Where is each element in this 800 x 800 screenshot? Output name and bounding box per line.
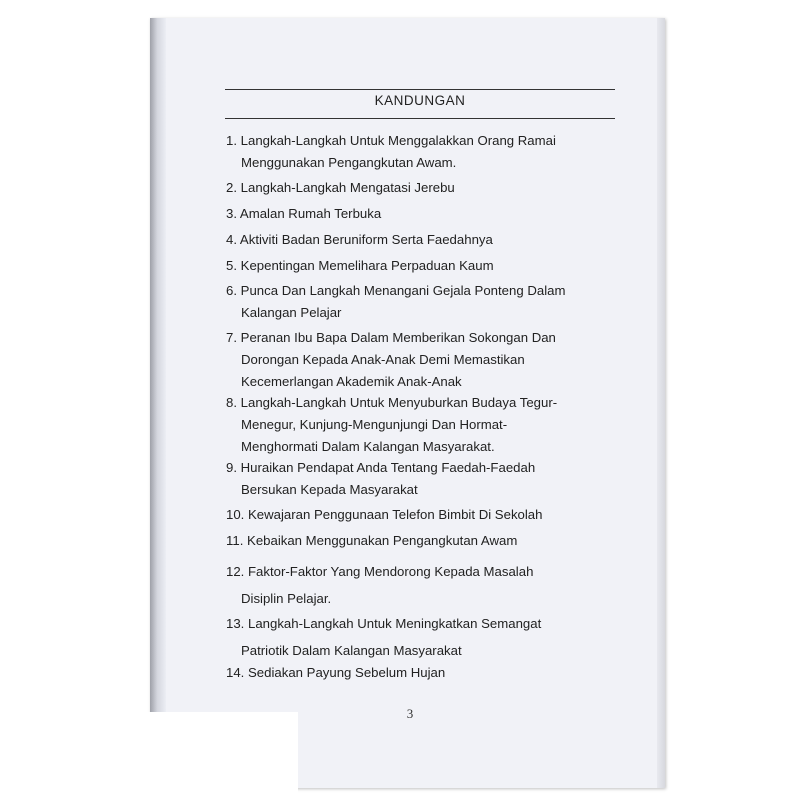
toc-entry-line: 3. Amalan Rumah Terbuka bbox=[226, 206, 382, 221]
toc-entry bbox=[226, 530, 517, 552]
toc-entry-line: Kecemerlangan Akademik Anak-Anak bbox=[241, 374, 462, 389]
toc-entry-line: 7. Peranan Ibu Bapa Dalam Memberikan Sokongan Dan bbox=[226, 330, 556, 345]
toc-entry bbox=[226, 130, 556, 174]
toc-entry-line: 10. Kewajaran Penggunaan Telefon Bimbit Di Sekolah bbox=[226, 507, 543, 522]
toc-heading: KANDUNGAN bbox=[374, 93, 466, 108]
heading-rule-top bbox=[225, 89, 615, 90]
toc-entry bbox=[226, 558, 533, 612]
toc-entry-line: 5. Kepentingan Memelihara Perpaduan Kaum bbox=[226, 258, 494, 273]
toc-entry bbox=[226, 327, 556, 393]
toc-entry-line: 8. Langkah-Langkah Untuk Menyuburkan Budaya Tegur- bbox=[226, 395, 558, 410]
page-number: 3 bbox=[406, 706, 414, 721]
toc-entry-line: Kalangan Pelajar bbox=[241, 305, 342, 320]
toc-entry bbox=[226, 280, 565, 324]
toc-entry bbox=[226, 457, 535, 501]
page-edge bbox=[657, 18, 665, 788]
toc-entry-line: 14. Sediakan Payung Sebelum Hujan bbox=[226, 665, 446, 680]
white-corner-block bbox=[140, 712, 298, 800]
toc-entry bbox=[226, 610, 541, 664]
toc-entry bbox=[226, 255, 494, 277]
heading-rule-bottom bbox=[225, 118, 615, 119]
toc-entry bbox=[226, 392, 557, 458]
toc-entry bbox=[226, 229, 493, 251]
toc-entry bbox=[226, 177, 455, 199]
toc-entry-line: Bersukan Kepada Masyarakat bbox=[241, 482, 418, 497]
toc-entry-line: 1. Langkah-Langkah Untuk Menggalakkan Orang Ramai bbox=[226, 133, 556, 148]
toc-entry-line: 9. Huraikan Pendapat Anda Tentang Faedah-Faedah bbox=[226, 460, 536, 475]
toc-entry-line: 4. Aktiviti Badan Beruniform Serta Faedahnya bbox=[226, 232, 493, 247]
toc-entry bbox=[226, 662, 445, 684]
toc-entry bbox=[226, 504, 542, 526]
toc-entry-line: Disiplin Pelajar. bbox=[241, 591, 332, 606]
toc-entry-line: 12. Faktor-Faktor Yang Mendorong Kepada Masalah bbox=[226, 564, 534, 579]
toc-entry-line: Patriotik Dalam Kalangan Masyarakat bbox=[241, 643, 462, 658]
toc-entry-line: 6. Punca Dan Langkah Menangani Gejala Ponteng Dalam bbox=[226, 283, 566, 298]
toc-entry-line: 2. Langkah-Langkah Mengatasi Jerebu bbox=[226, 180, 455, 195]
book-spine-shadow bbox=[150, 18, 166, 788]
toc-entry bbox=[226, 203, 381, 225]
toc-entry-line: Menghormati Dalam Kalangan Masyarakat. bbox=[241, 439, 495, 454]
toc-entry-line: Dorongan Kepada Anak-Anak Demi Memastikan bbox=[241, 352, 525, 367]
toc-entry-line: 11. Kebaikan Menggunakan Pengangkutan Awam bbox=[226, 533, 518, 548]
toc-entry-line: Menegur, Kunjung-Mengunjungi Dan Hormat- bbox=[241, 417, 508, 432]
toc-entry-line: Menggunakan Pengangkutan Awam. bbox=[241, 155, 457, 170]
toc-entry-line: 13. Langkah-Langkah Untuk Meningkatkan Semangat bbox=[226, 616, 542, 631]
